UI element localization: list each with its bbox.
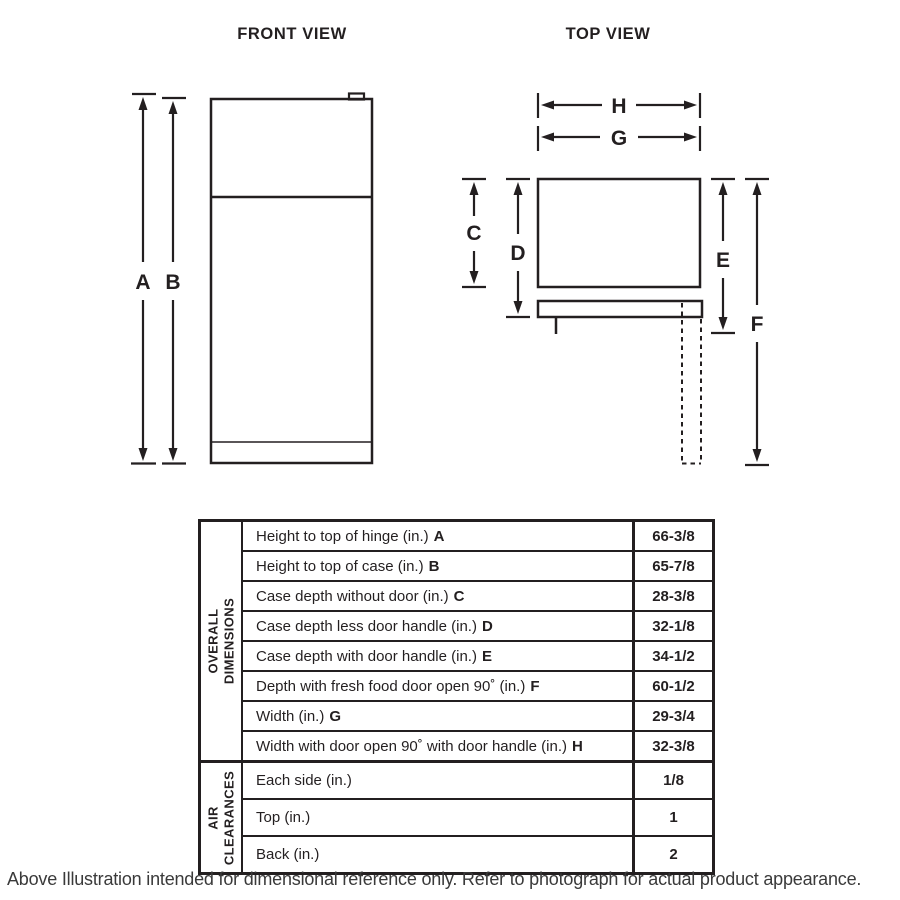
dimension-label-b: B (165, 271, 181, 294)
dimensions-table (198, 519, 715, 875)
row-label: Each side (in.) (256, 772, 352, 789)
table-row (243, 702, 712, 732)
table-row (243, 732, 712, 760)
footer-note: Above Illustration intended for dimensional reference only. Refer to photograph for actual product appearance. (7, 869, 862, 889)
table-row (243, 612, 712, 642)
dimension-label-c: C (466, 222, 482, 245)
row-label: Height to top of hinge (in.) (256, 527, 429, 545)
dimension-b (162, 98, 186, 464)
row-letter: D (481, 617, 493, 635)
dimension-d (506, 179, 530, 317)
row-value: 28-3/8 (652, 587, 695, 605)
row-label: Case depth without door (in.) (256, 587, 449, 605)
door-outline (538, 301, 702, 317)
front-view-title: FRONT VIEW (237, 25, 347, 43)
row-label: Top (in.) (256, 809, 311, 826)
overall-dimensions-label: OVERALL DIMENSIONS (205, 597, 236, 685)
table-row (243, 800, 712, 837)
fridge-outline (211, 99, 372, 463)
overall-dimensions-section (201, 522, 712, 760)
air-clearances-header (201, 763, 243, 872)
row-label: Case depth less door handle (in.) (256, 617, 477, 635)
row-letter: G (329, 707, 342, 725)
table-row (243, 837, 712, 872)
table-row (243, 642, 712, 672)
row-value: 66-3/8 (652, 527, 695, 545)
row-value: 34-1/2 (652, 647, 695, 665)
table-row (243, 582, 712, 612)
row-value: 29-3/4 (652, 707, 695, 725)
dimension-label-d: D (510, 242, 526, 265)
air-clearances-section (201, 760, 712, 872)
row-value: 1 (669, 809, 678, 826)
row-letter: C (453, 587, 465, 605)
dimension-label-f: F (750, 313, 764, 336)
front-view-drawing (211, 94, 372, 464)
case-outline (538, 179, 700, 287)
table-row (243, 552, 712, 582)
dimension-c (462, 179, 486, 287)
table-row (243, 763, 712, 800)
row-label: Width with door open 90˚ with door handle (in.) (256, 737, 568, 755)
row-value: 32-1/8 (652, 617, 695, 635)
dimension-label-a: A (135, 271, 151, 294)
top-view-drawing (538, 179, 702, 464)
dimension-label-e: E (715, 249, 731, 272)
row-value: 1/8 (663, 772, 684, 789)
row-letter: E (481, 647, 492, 665)
row-value: 2 (669, 846, 678, 863)
dimension-h (538, 93, 700, 118)
table-row (243, 522, 712, 552)
row-value: 32-3/8 (652, 737, 695, 755)
row-letter: H (572, 737, 583, 755)
hinge-cap (349, 94, 364, 100)
row-value: 65-7/8 (652, 557, 695, 575)
table-row (243, 672, 712, 702)
dimension-label-h: H (611, 95, 627, 118)
overall-dimensions-header (201, 522, 243, 760)
dimension-g (538, 126, 700, 151)
dimension-label-g: G (610, 127, 628, 150)
row-label: Width (in.) (256, 707, 325, 725)
air-clearances-label: AIR CLEARANCES (205, 770, 236, 865)
row-value: 60-1/2 (652, 677, 695, 695)
row-letter: B (428, 557, 440, 575)
row-label: Height to top of case (in.) (256, 557, 424, 575)
top-view-title: TOP VIEW (565, 25, 651, 43)
row-label: Depth with fresh food door open 90˚ (in.) (256, 677, 526, 695)
row-label: Case depth with door handle (in.) (256, 647, 477, 665)
dimension-a (131, 94, 156, 464)
dimension-f (745, 179, 769, 465)
row-letter: A (433, 527, 445, 545)
row-label: Back (in.) (256, 846, 320, 863)
dimension-e (711, 179, 735, 333)
row-letter: F (530, 677, 540, 695)
